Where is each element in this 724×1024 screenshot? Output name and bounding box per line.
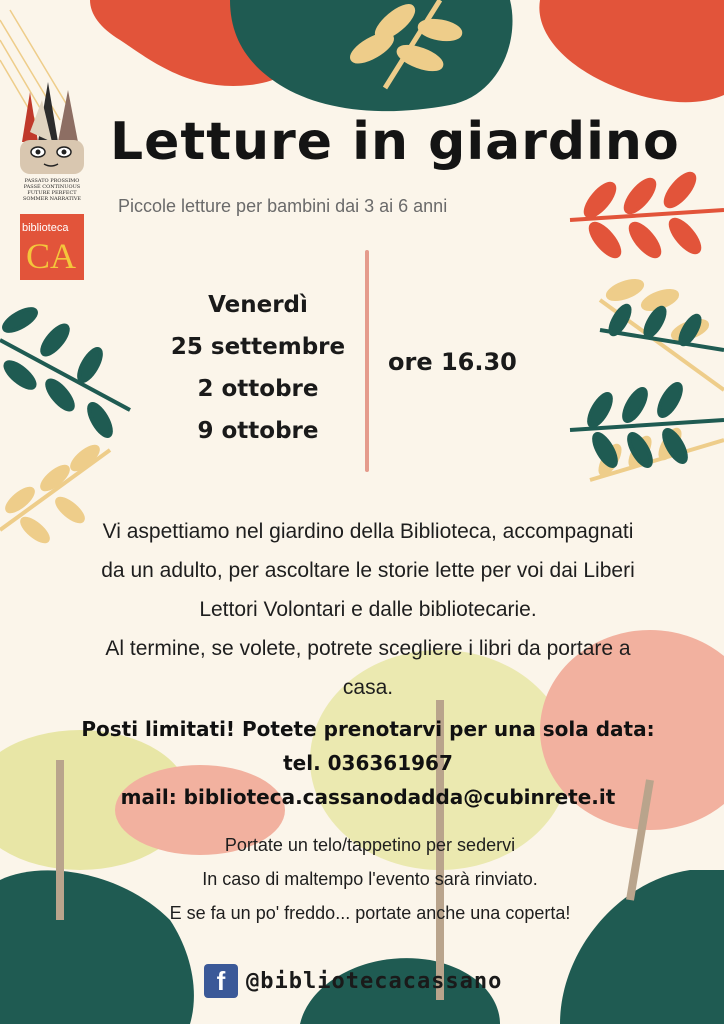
event-date: 9 ottobre: [197, 418, 319, 444]
divider: [365, 250, 369, 472]
passato-prossimo-logo: [16, 82, 88, 200]
event-day: Venerdì: [208, 292, 308, 318]
description-line: casa.: [342, 676, 394, 699]
event-date: 2 ottobre: [197, 376, 319, 402]
note-line: In caso di maltempo l'evento sarà rinviato.: [202, 869, 538, 889]
note-line: E se fa un po' freddo... portate anche una coperta!: [169, 903, 571, 923]
facebook-link[interactable]: [204, 964, 502, 998]
subtitle: Piccole letture per bambini dai 3 ai 6 anni: [118, 196, 448, 216]
biblioteca-logo: [20, 214, 84, 280]
email-address[interactable]: mail: biblioteca.cassanodadda@cubinrete.it: [120, 785, 616, 809]
logo-caption: PASSATO PROSSIMO PASSÉ CONTINUOUS FUTURE PERFECT SOMMER NARRATIVE: [22, 178, 82, 202]
event-dates: [150, 284, 366, 452]
phone-number: tel. 036361967: [283, 751, 453, 775]
description-line: Vi aspettiamo nel giardino della Biblioteca, accompagnati: [102, 520, 634, 543]
page-title: Letture in giardino: [110, 112, 680, 172]
notes: [60, 828, 680, 930]
description-line: Al termine, se volete, potrete scegliere i libri da portare a: [105, 637, 631, 660]
facebook-icon: f: [204, 964, 238, 998]
note-line: Portate un telo/tappetino per sedervi: [224, 835, 516, 855]
description-line: Lettori Volontari e dalle bibliotecarie.: [199, 598, 537, 621]
booking-info: [40, 712, 696, 814]
description: [40, 512, 696, 707]
biblioteca-logo-mark: CA: [26, 236, 77, 276]
facebook-handle[interactable]: @bibliotecacassano: [246, 968, 503, 994]
biblioteca-logo-label: biblioteca: [22, 222, 69, 234]
event-time: ore 16.30: [388, 348, 517, 376]
description-line: da un adulto, per ascoltare le storie lette per voi dai Liberi: [101, 559, 635, 582]
booking-notice: Posti limitati! Potete prenotarvi per una sola data:: [81, 717, 655, 741]
event-date: 25 settembre: [170, 334, 346, 360]
